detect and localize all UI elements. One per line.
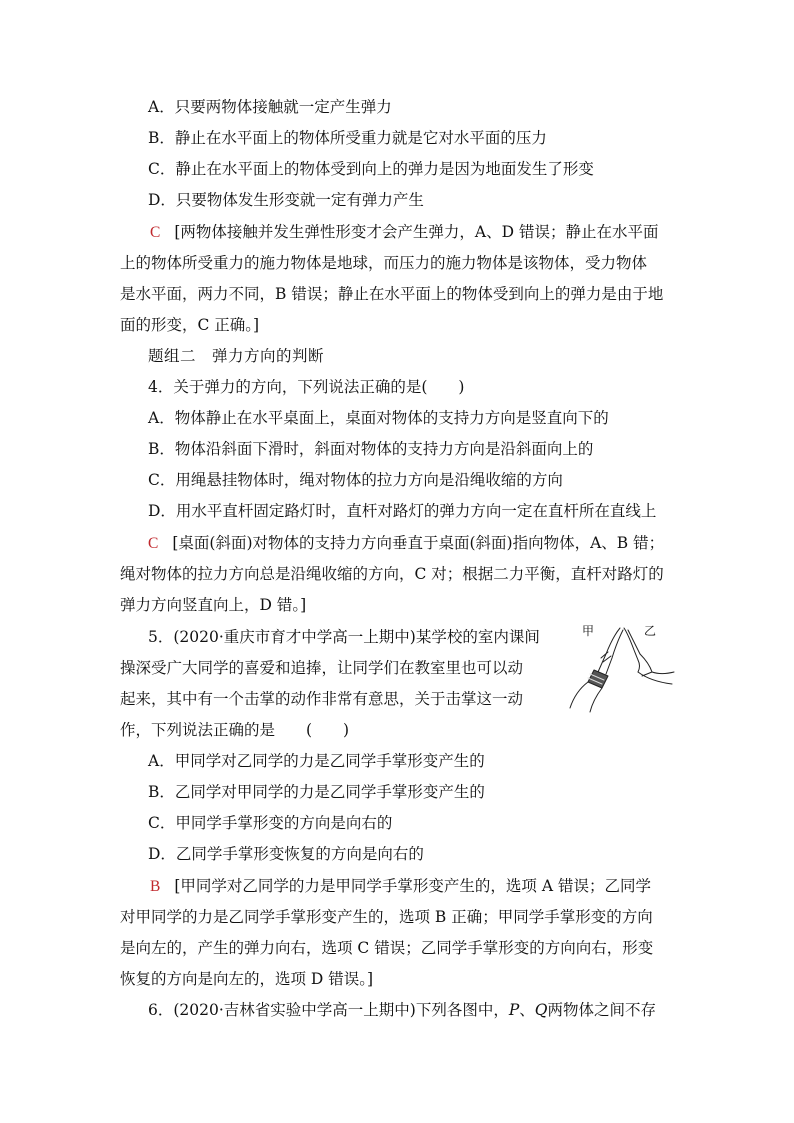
q5-explanation-2: 对甲同学的力是乙同学手掌形变产生的，选项 B 正确；甲同学手掌形变的方向 bbox=[120, 908, 653, 926]
q5-stem-2: 操深受广大同学的喜爱和追捧，让同学们在教室里也可以动 bbox=[120, 659, 524, 677]
q6-object-p: P bbox=[508, 1001, 520, 1019]
q5-stem-4: 作，下列说法正确的是 ( ) bbox=[120, 721, 350, 739]
figure-label-jia: 甲 bbox=[582, 624, 595, 638]
q4-answer-line bbox=[148, 533, 664, 554]
q3-answer-line bbox=[150, 222, 658, 243]
q4-option-d: D．用水平直杆固定路灯时，直杆对路灯的弹力方向一定在直杆所在直线上 bbox=[148, 502, 657, 520]
q5-stem-1: 5．(2020·重庆市育才中学高一上期中)某学校的室内课间 bbox=[148, 628, 540, 646]
q4-option-c: C．用绳悬挂物体时，绳对物体的拉力方向是沿绳收缩的方向 bbox=[148, 471, 563, 489]
q4-answer: C bbox=[148, 535, 159, 552]
q4-explanation-2: 绳对物体的拉力方向总是沿绳收缩的方向，C 对；根据二力平衡，直杆对路灯的 bbox=[120, 565, 664, 583]
q3-explanation-4: 面的形变，C 正确。] bbox=[120, 316, 260, 334]
q6-stem-suffix: 两物体之间不存 bbox=[547, 1001, 657, 1019]
q3-explanation-1: [两物体接触并发生弹性形变才会产生弹力，A、D 错误；静止在水平面 bbox=[174, 223, 659, 241]
q3-option-d: D．只要物体发生形变就一定有弹力产生 bbox=[148, 191, 424, 209]
q3-option-b: B．静止在水平面上的物体所受重力就是它对水平面的压力 bbox=[148, 129, 547, 147]
q6-separator: 、 bbox=[519, 1001, 535, 1019]
q4-explanation-1: [桌面(斜面)对物体的支持力方向垂直于桌面(斜面)指向物体，A、B 错； bbox=[172, 534, 665, 552]
q5-answer: B bbox=[150, 878, 161, 895]
q3-explanation-3: 是水平面，两力不同，B 错误；静止在水平面上的物体受到向上的弹力是由于地 bbox=[120, 285, 664, 303]
q5-option-d: D．乙同学手掌形变恢复的方向是向右的 bbox=[148, 845, 424, 863]
q5-answer-line bbox=[150, 876, 651, 897]
q5-option-a: A．甲同学对乙同学的力是乙同学手掌形变产生的 bbox=[148, 752, 485, 770]
q6-stem-prefix: 6．(2020·吉林省实验中学高一上期中)下列各图中， bbox=[148, 1001, 509, 1019]
group2-title: 题组二 弹力方向的判断 bbox=[148, 347, 325, 365]
q4-option-b: B．物体沿斜面下滑时，斜面对物体的支持力方向是沿斜面向上的 bbox=[148, 440, 594, 458]
q5-explanation-4: 恢复的方向是向左的，选项 D 错误。] bbox=[120, 970, 374, 988]
q3-answer: C bbox=[150, 224, 161, 241]
q5-option-c: C．甲同学手掌形变的方向是向右的 bbox=[148, 814, 393, 832]
q4-stem: 4．关于弹力的方向，下列说法正确的是( ) bbox=[148, 378, 465, 396]
q3-option-a: A．只要两物体接触就一定产生弹力 bbox=[148, 98, 392, 116]
q4-explanation-3: 弹力方向竖直向上，D 错。] bbox=[120, 596, 307, 614]
q6-object-q: Q bbox=[534, 1001, 548, 1019]
q3-explanation-2: 上的物体所受重力的施力物体是地球，而压力的施力物体是该物体，受力物体 bbox=[120, 254, 648, 272]
q3-option-c: C．静止在水平面上的物体受到向上的弹力是因为地面发生了形变 bbox=[148, 160, 594, 178]
clapping-hands-figure bbox=[568, 622, 676, 714]
q5-stem-3: 起来，其中有一个击掌的动作非常有意思，关于击掌这一动 bbox=[120, 690, 524, 708]
q5-option-b: B．乙同学对甲同学的力是乙同学手掌形变产生的 bbox=[148, 783, 485, 801]
q5-explanation-3: 是向左的，产生的弹力向右，选项 C 错误；乙同学手掌形变的方向向右，形变 bbox=[120, 939, 654, 957]
q4-option-a: A．物体静止在水平桌面上，桌面对物体的支持力方向是竖直向下的 bbox=[148, 409, 609, 427]
q6-stem bbox=[148, 1000, 656, 1020]
q5-explanation-1: [甲同学对乙同学的力是甲同学手掌形变产生的，选项 A 错误；乙同学 bbox=[174, 877, 651, 895]
figure-label-yi: 乙 bbox=[644, 624, 657, 638]
